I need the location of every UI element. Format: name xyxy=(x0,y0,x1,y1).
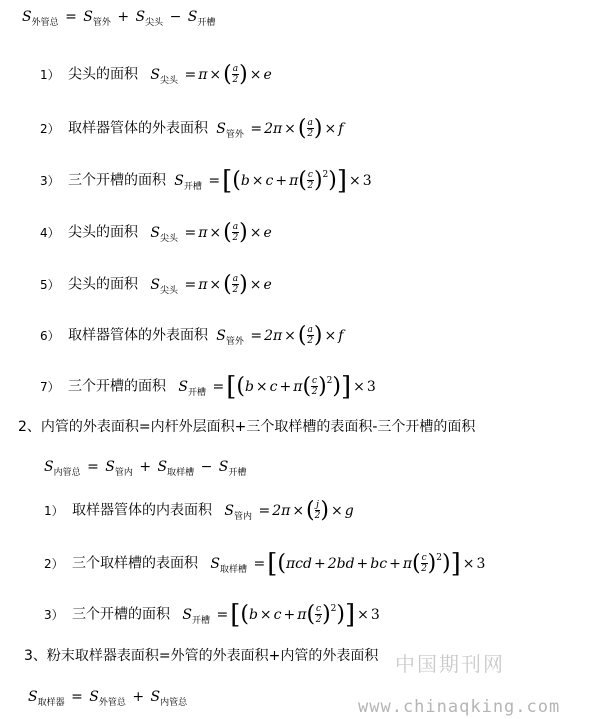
list-item: 4） 尖头的面积 $S_{尖头} = \pi$ ×( $\frac{a}{2}$ ) × e xyxy=(40,219,272,245)
list-item: 2） 三个取样槽的表面积 $S_{取样槽} =[(\pi cd + 2bd$ + bc + π( $\frac{c}{2}$ )$^2$)] × 3 xyxy=(44,548,486,579)
section-heading: 2、内管的外表面积=内杆外层面积+三个取样槽的表面积-三个开槽的面积 xyxy=(18,419,476,435)
list-item: 3） 三个开槽的面积 $S_{开槽} =[(b \times c + \pi$( $\frac{c}{2}$ )$^2$)] × 3 xyxy=(40,165,372,196)
list-item: 1） 取样器管体的内表面积 $S_{管内} = 2\pi$ ×( $\frac{j}{2}$ ) × g xyxy=(44,497,354,523)
list-item: 2） 取样器管体的外表面积 $S_{管外} = 2\pi$ ×( $\frac{a}{2}$ ) × f xyxy=(40,115,344,141)
list-item: 3） 三个开槽的面积 $S_{开槽} =[(b \times c + \pi$( $\frac{c}{2}$ )$^2$)] × 3 xyxy=(44,599,380,630)
section-heading: 3、粉末取样器表面积=外管的外表面积+内管的外表面积 xyxy=(24,648,379,664)
watermark-cn: 中国期刊网 xyxy=(395,652,505,676)
list-item: 1） 尖头的面积 $S_{尖头} = \pi$ ×( $\frac{a}{2}$ ) × e xyxy=(40,61,272,87)
equation-sampler-total: $S_{取样器} = S_{外管总} + S_{内管总}$ xyxy=(28,689,188,708)
equation-inner-total: $S_{内管总} = S_{管内} + S_{取样槽} - S_{开槽}$ xyxy=(44,459,247,478)
list-item: 6） 取样器管体的外表面积 $S_{管外} = 2\pi$ ×( $\frac{a}{2}$ ) × f xyxy=(40,322,344,348)
list-item: 5） 尖头的面积 $S_{尖头} = \pi$ ×( $\frac{a}{2}$ ) × e xyxy=(40,271,272,297)
watermark-url: www.chinaqking.com xyxy=(358,697,561,717)
equation-outer-total: $S_{外管总} = S_{管外} + S_{尖头} - S_{开槽}$ xyxy=(22,9,216,28)
list-item: 7） 三个开槽的面积 $S_{开槽} =[(b \times c + \pi$( $\frac{c}{2}$ )$^2$)] × 3 xyxy=(40,371,376,402)
